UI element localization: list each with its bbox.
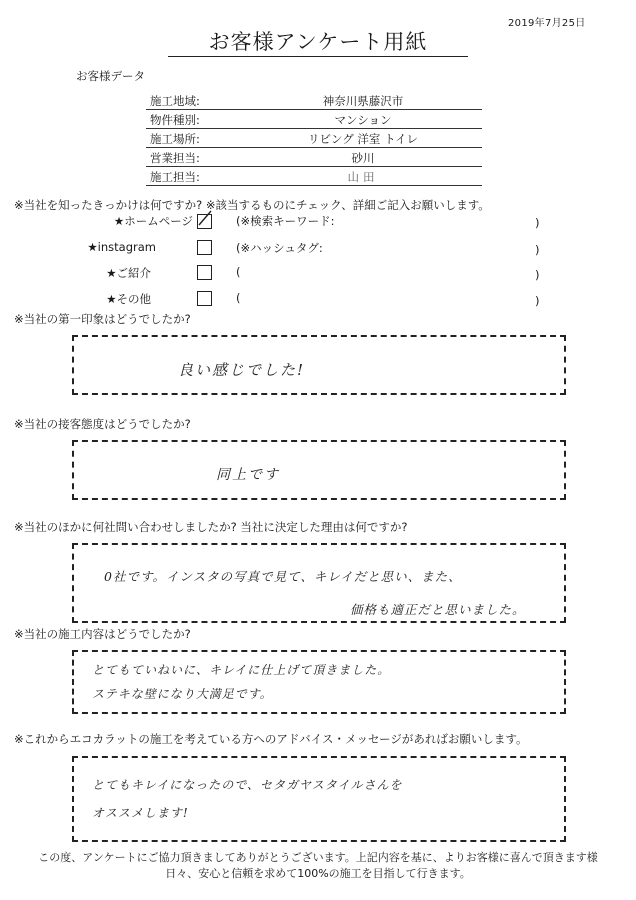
answer-box-advice[interactable] [72,756,566,842]
customer-data-label: お客様データ [76,69,145,83]
row-underline [146,166,482,167]
row-value: 砂川 [351,151,375,165]
answer-text: 良い感じでした! [178,361,306,379]
survey-date: 2019年7月25日 [508,18,586,29]
customer-row-area [146,93,482,110]
option-label: ★instagram [87,240,156,254]
question-2: ※当社の第一印象はどうでしたか? [14,312,191,326]
customer-row-property-type [146,112,482,129]
row-value: リビング 洋室 トイレ [307,132,418,146]
answer-text-line2: ステキな壁になり大満足です。 [92,687,273,701]
row-label: 施工担当: [150,170,200,184]
option-label: ★その他 [106,292,151,306]
answer-text-line1: 0社です。インスタの写真で見て、キレイだと思い、また、 [104,569,462,584]
title-underline [168,56,468,57]
option-label: ★ご紹介 [106,266,151,280]
checkbox-referral[interactable] [197,265,212,280]
footer-line-1: この度、アンケートにご協力頂きましてありがとうございます。上記内容を基に、よりお客様に喜んで頂きます様 [38,851,598,864]
option-detail: (※ハッシュタグ: [236,241,323,255]
answer-text-line2: オススメします! [92,806,189,820]
checkbox-instagram[interactable] [197,240,212,255]
row-underline [146,185,482,186]
customer-row-sales-staff [146,150,482,167]
answer-box-first-impression[interactable] [72,335,566,395]
option-close: ) [535,216,540,230]
checkbox-homepage[interactable] [197,214,212,229]
option-close: ) [535,294,540,308]
answer-text-line1: とてもていねいに、キレイに仕上げて頂きました。 [92,663,391,677]
row-label: 営業担当: [150,151,200,165]
footer-line-2: 日々、安心と信頼を求めて100%の施工を目指して行きます。 [165,867,471,880]
row-value-handwritten: 山田 [347,170,379,184]
row-value: マンション [334,113,392,127]
page-title: お客様アンケート用紙 [208,30,428,54]
option-detail: (※検索キーワード: [236,214,335,228]
option-detail: ( [236,265,241,279]
answer-text-line2: 価格も適正だと思いました。 [350,602,526,617]
row-label: 物件種別: [150,113,200,127]
option-label: ★ホームページ [113,214,193,228]
row-underline [146,147,482,148]
answer-box-customer-service[interactable] [72,440,566,500]
row-underline [146,128,482,129]
customer-row-installer [146,169,482,186]
answer-text: 同上です [216,467,280,483]
option-close: ) [535,243,540,257]
checkbox-other[interactable] [197,291,212,306]
option-close: ) [535,268,540,282]
question-3: ※当社の接客態度はどうでしたか? [14,417,191,431]
answer-box-decision-reason[interactable] [72,543,566,623]
check-mark-icon [196,209,214,227]
question-5: ※当社の施工内容はどうでしたか? [14,627,191,641]
row-label: 施工地域: [150,94,200,108]
answer-box-work-quality[interactable] [72,650,566,714]
row-underline [146,109,482,110]
question-1: ※当社を知ったきっかけは何ですか? ※該当するものにチェック、詳細ご記入お願いします。 [14,198,490,212]
row-value: 神奈川県藤沢市 [322,94,404,108]
question-6: ※これからエコカラットの施工を考えている方へのアドバイス・メッセージがあればお願いします。 [14,732,528,746]
question-4: ※当社のほかに何社問い合わせしましたか? 当社に決定した理由は何ですか? [14,520,408,534]
option-detail: ( [236,291,241,305]
customer-row-location [146,131,482,148]
answer-text-line1: とてもキレイになったので、セタガヤスタイルさんを [92,778,403,792]
row-label: 施工場所: [150,132,200,146]
